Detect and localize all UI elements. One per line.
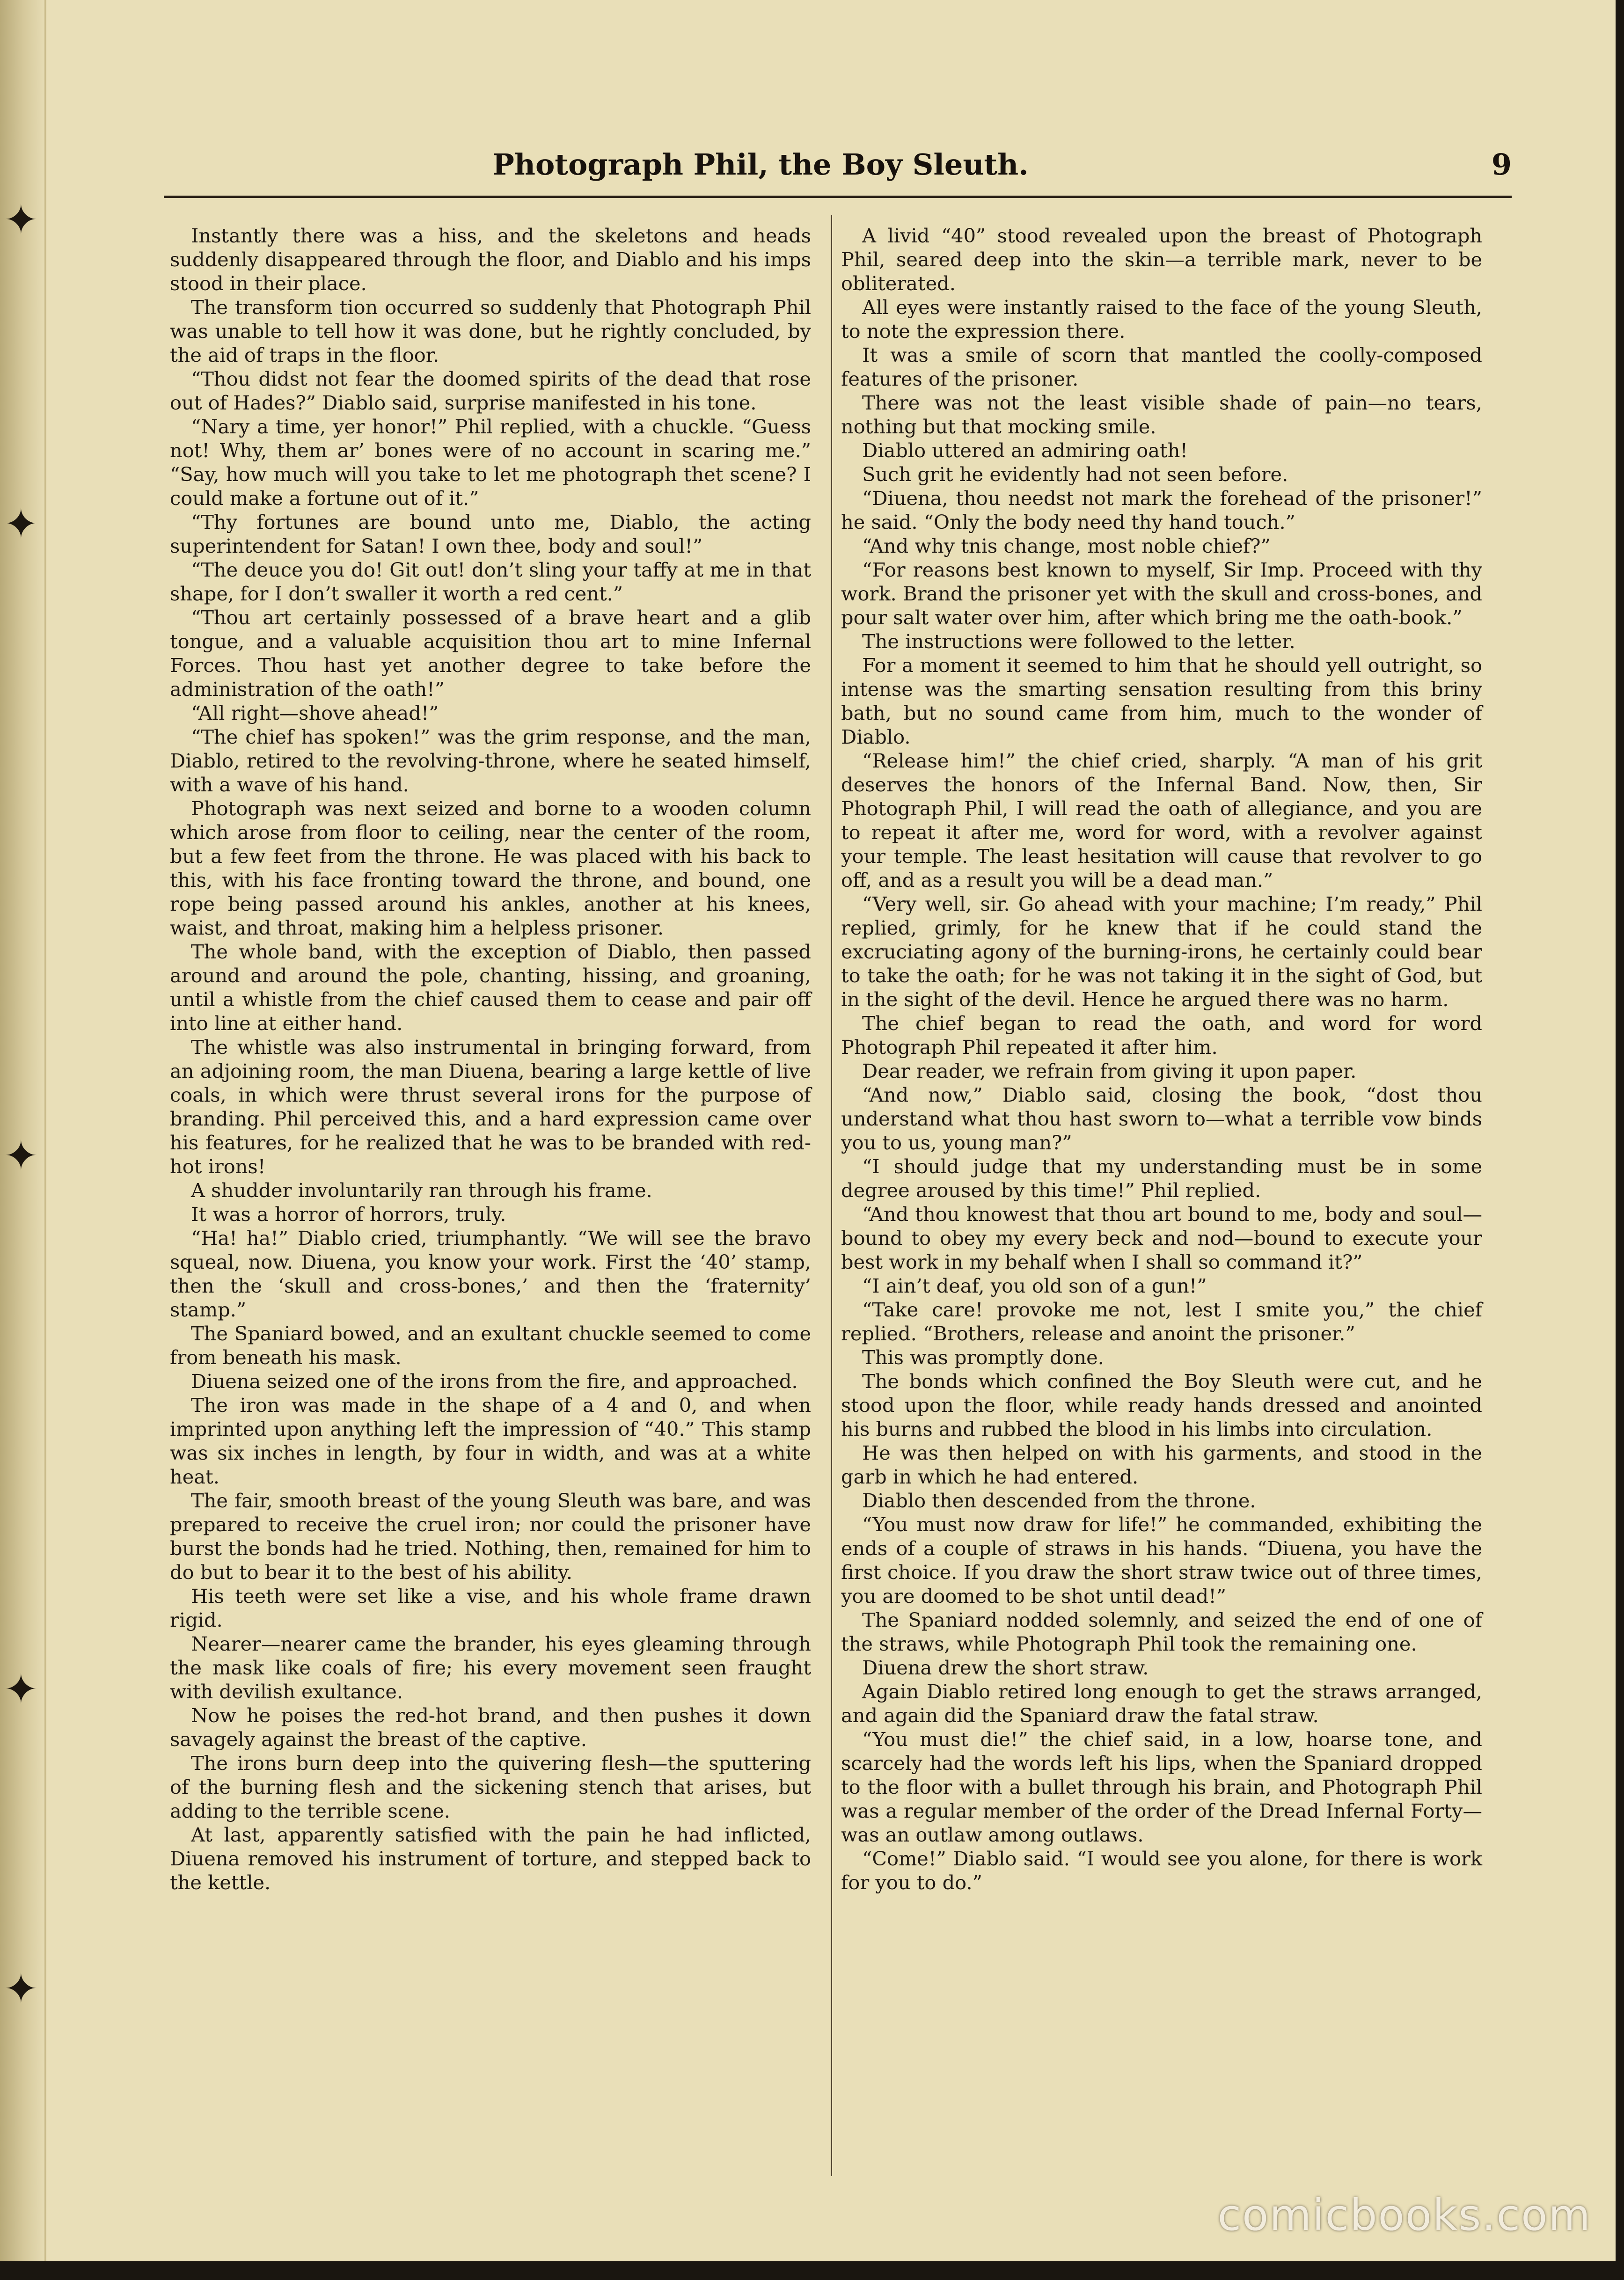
paragraph: “You must now draw for life!” he commanded, exhibiting the ends of a couple of straws in his hands. “Diuena, you have the first choice. If you draw the short straw twice out of three times, you are doomed to be shot until dead!” xyxy=(841,1513,1482,1608)
paragraph: The whole band, with the exception of Diablo, then passed around and around the pole, chanting, hissing, and groaning, until a whistle from the chief caused them to cease and pair off into line at either hand. xyxy=(170,940,811,1035)
paragraph: “I ain’t deaf, you old son of a gun!” xyxy=(862,1274,1207,1297)
paragraph: “Diuena, thou needst not mark the forehead of the prisoner!” he said. “Only the body need thy hand touch.” xyxy=(841,487,1482,533)
paragraph: “Nary a time, yer honor!” Phil replied, with a chuckle. “Guess not! Why, them ar’ bones were of no account in scaring me.” “Say, how much will you take to let me photograph thet scene? I could make a fortune out of it.” xyxy=(170,415,811,510)
paragraph: The Spaniard bowed, and an exultant chuckle seemed to come from beneath his mask. xyxy=(170,1322,811,1369)
paragraph: For a moment it seemed to him that he should yell outright, so intense was the smarting sensation resulting from this briny bath, but no sound came from him, much to the wonder of Diablo. xyxy=(841,654,1482,748)
paragraph: “Release him!” the chief cried, sharply. “A man of his grit deserves the honors of the Infernal Band. Now, then, Sir Photograph Phil, I will read the oath of allegiance, and you are to repeat it after me, word for word, with a revolver against your temple. The least hesitation will cause that revolver to go off, and as a result you will be a dead man.” xyxy=(841,749,1482,892)
paragraph: “You must die!” the chief said, in a low, hoarse tone, and scarcely had the words left his lips, when the Spaniard dropped to the floor with a bullet through his brain, and Photograph Phil was a regular member of the order of the Dread Infernal Forty—was an outlaw among outlaws. xyxy=(841,1728,1482,1846)
paragraph: “Come!” Diablo said. “I would see you alone, for there is work for you to do.” xyxy=(841,1847,1482,1894)
paragraph: This was promptly done. xyxy=(862,1346,1104,1369)
stitch-mark-icon: ✦ xyxy=(4,1965,38,2013)
paragraph: Now he poises the red-hot brand, and then pushes it down savagely against the breast of the captive. xyxy=(170,1704,811,1751)
page-number: 9 xyxy=(1491,147,1512,182)
paragraph: The chief began to read the oath, and word for word Photograph Phil repeated it after him. xyxy=(841,1012,1482,1059)
header-rule xyxy=(164,196,1512,198)
scan-edge-bottom xyxy=(0,2261,1624,2280)
paragraph: Diuena seized one of the irons from the fire, and approached. xyxy=(191,1370,798,1393)
text-column-left xyxy=(170,224,811,2189)
page-title: Photograph Phil, the Boy Sleuth. xyxy=(492,147,1029,182)
paragraph: There was not the least visible shade of pain—no tears, nothing but that mocking smile. xyxy=(841,391,1482,438)
paragraph: “The chief has spoken!” was the grim response, and the man, Diablo, retired to the revolving-throne, where he seated himself, with a wave of his hand. xyxy=(170,725,811,796)
paragraph: Instantly there was a hiss, and the skeletons and heads suddenly disappeared through the floor, and Diablo and his imps stood in their place. xyxy=(170,224,811,295)
paragraph: “All right—shove ahead!” xyxy=(191,702,439,724)
scan-edge xyxy=(1616,0,1624,2280)
stitch-mark-icon: ✦ xyxy=(4,1132,38,1180)
stitch-mark-icon: ✦ xyxy=(4,196,38,244)
paragraph: The Spaniard nodded solemnly, and seized the end of one of the straws, while Photograph Phil took the remaining one. xyxy=(841,1608,1482,1655)
paragraph: The whistle was also instrumental in bringing forward, from an adjoining room, the man Diuena, bearing a large kettle of live coals, in which were thrust several irons for the purpose of branding. Phil perceived this, and a hard expression came over his features, for he realized that he was to be branded with red-hot irons! xyxy=(170,1036,811,1178)
paragraph: “And now,” Diablo said, closing the book, “dost thou understand what thou hast sworn to—what a terrible vow binds you to us, young man?” xyxy=(841,1083,1482,1154)
paragraph: At last, apparently satisfied with the pain he had inflicted, Diuena removed his instrument of torture, and stepped back to the kettle. xyxy=(170,1823,811,1894)
paragraph: “And thou knowest that thou art bound to me, body and soul—bound to obey my every beck and nod—bound to execute your best work in my behalf when I shall so command it?” xyxy=(841,1203,1482,1273)
paragraph: “Thy fortunes are bound unto me, Diablo, the acting superintendent for Satan! I own thee, body and soul!” xyxy=(170,511,811,557)
paragraph: Again Diablo retired long enough to get the straws arranged, and again did the Spaniard draw the fatal straw. xyxy=(841,1680,1482,1727)
paragraph: Such grit he evidently had not seen before. xyxy=(862,463,1288,486)
paragraph: The iron was made in the shape of a 4 and 0, and when imprinted upon anything left the impression of “40.” This stamp was six inches in length, by four in width, and was at a white heat. xyxy=(170,1394,811,1488)
paragraph: All eyes were instantly raised to the face of the young Sleuth, to note the expression there. xyxy=(841,296,1482,343)
running-head xyxy=(164,147,1512,194)
watermark: comicbooks.com xyxy=(1217,2190,1591,2240)
paragraph: “Ha! ha!” Diablo cried, triumphantly. “We will see the bravo squeal, now. Diuena, you know your work. First the ‘40’ stamp, then the ‘skull and cross-bones,’ and then the ‘fraternity’ stamp.” xyxy=(170,1227,811,1321)
paragraph: “Very well, sir. Go ahead with your machine; I’m ready,” Phil replied, grimly, for he knew that if he could stand the excruciating agony of the burning-irons, he certainly could bear to take the oath; for he was not taking it in the sight of God, but in the sight of the devil. Hence he argued there was no harm. xyxy=(841,892,1482,1011)
paragraph: He was then helped on with his garments, and stood in the garb in which he had entered. xyxy=(841,1441,1482,1488)
paragraph: Diuena drew the short straw. xyxy=(862,1656,1149,1679)
paragraph: His teeth were set like a vise, and his whole frame drawn rigid. xyxy=(170,1585,811,1631)
paragraph: “Thou didst not fear the doomed spirits of the dead that rose out of Hades?” Diablo said, surprise manifested in his tone. xyxy=(170,367,811,414)
paragraph: “The deuce you do! Git out! don’t sling your taffy at me in that shape, for I don’t swaller it worth a red cent.” xyxy=(170,558,811,605)
column-divider xyxy=(831,215,832,2176)
paragraph: “For reasons best known to myself, Sir Imp. Proceed with thy work. Brand the prisoner yet with the skull and cross-bones, and pour salt water over him, after which bring me the oath-book.” xyxy=(841,558,1482,629)
paragraph: A shudder involuntarily ran through his frame. xyxy=(191,1179,652,1202)
paragraph: “Take care! provoke me not, lest I smite you,” the chief replied. “Brothers, release and anoint the prisoner.” xyxy=(841,1298,1482,1345)
paragraph: Nearer—nearer came the brander, his eyes gleaming through the mask like coals of fire; his every movement seen fraught with devilish exultance. xyxy=(170,1632,811,1703)
paragraph: “And why tnis change, most noble chief?” xyxy=(862,534,1271,557)
paragraph: It was a smile of scorn that mantled the coolly-composed features of the prisoner. xyxy=(841,343,1482,390)
paragraph: The irons burn deep into the quivering flesh—the sputtering of the burning flesh and the sickening stench that arises, but adding to the terrible scene. xyxy=(170,1752,811,1822)
paragraph: The bonds which confined the Boy Sleuth were cut, and he stood upon the floor, while ready hands dressed and anointed his burns and rubbed the blood in his limbs into circulation. xyxy=(841,1370,1482,1440)
paragraph: Diablo uttered an admiring oath! xyxy=(862,439,1188,462)
paragraph: Diablo then descended from the throne. xyxy=(862,1489,1256,1512)
paragraph: It was a horror of horrors, truly. xyxy=(191,1203,506,1226)
paragraph: “I should judge that my understanding must be in some degree aroused by this time!” Phil replied. xyxy=(841,1155,1482,1202)
paragraph: Dear reader, we refrain from giving it upon paper. xyxy=(862,1060,1357,1082)
text-column-right xyxy=(841,224,1482,2189)
paragraph: A livid “40” stood revealed upon the breast of Photograph Phil, seared deep into the skin—a terrible mark, never to be obliterated. xyxy=(841,224,1482,295)
paragraph: The fair, smooth breast of the young Sleuth was bare, and was prepared to receive the cruel iron; nor could the prisoner have burst the bonds had he tried. Nothing, then, remained for him to do but to bear it to the best of his ability. xyxy=(170,1489,811,1584)
paragraph: Photograph was next seized and borne to a wooden column which arose from floor to ceiling, near the center of the room, but a few feet from the throne. He was placed with his back to this, with his face fronting toward the throne, and bound, one rope being passed around his ankles, another at his knees, waist, and throat, making him a helpless prisoner. xyxy=(170,797,811,939)
stitch-mark-icon: ✦ xyxy=(4,1665,38,1713)
paragraph: The instructions were followed to the letter. xyxy=(862,630,1295,653)
paragraph: The transform tion occurred so suddenly that Photograph Phil was unable to tell how it was done, but he rightly concluded, by the aid of traps in the floor. xyxy=(170,296,811,366)
paragraph: “Thou art certainly possessed of a brave heart and a glib tongue, and a valuable acquisition thou art to mine Infernal Forces. Thou hast yet another degree to take before the administration of the oath!” xyxy=(170,606,811,701)
stitch-mark-icon: ✦ xyxy=(4,500,38,548)
